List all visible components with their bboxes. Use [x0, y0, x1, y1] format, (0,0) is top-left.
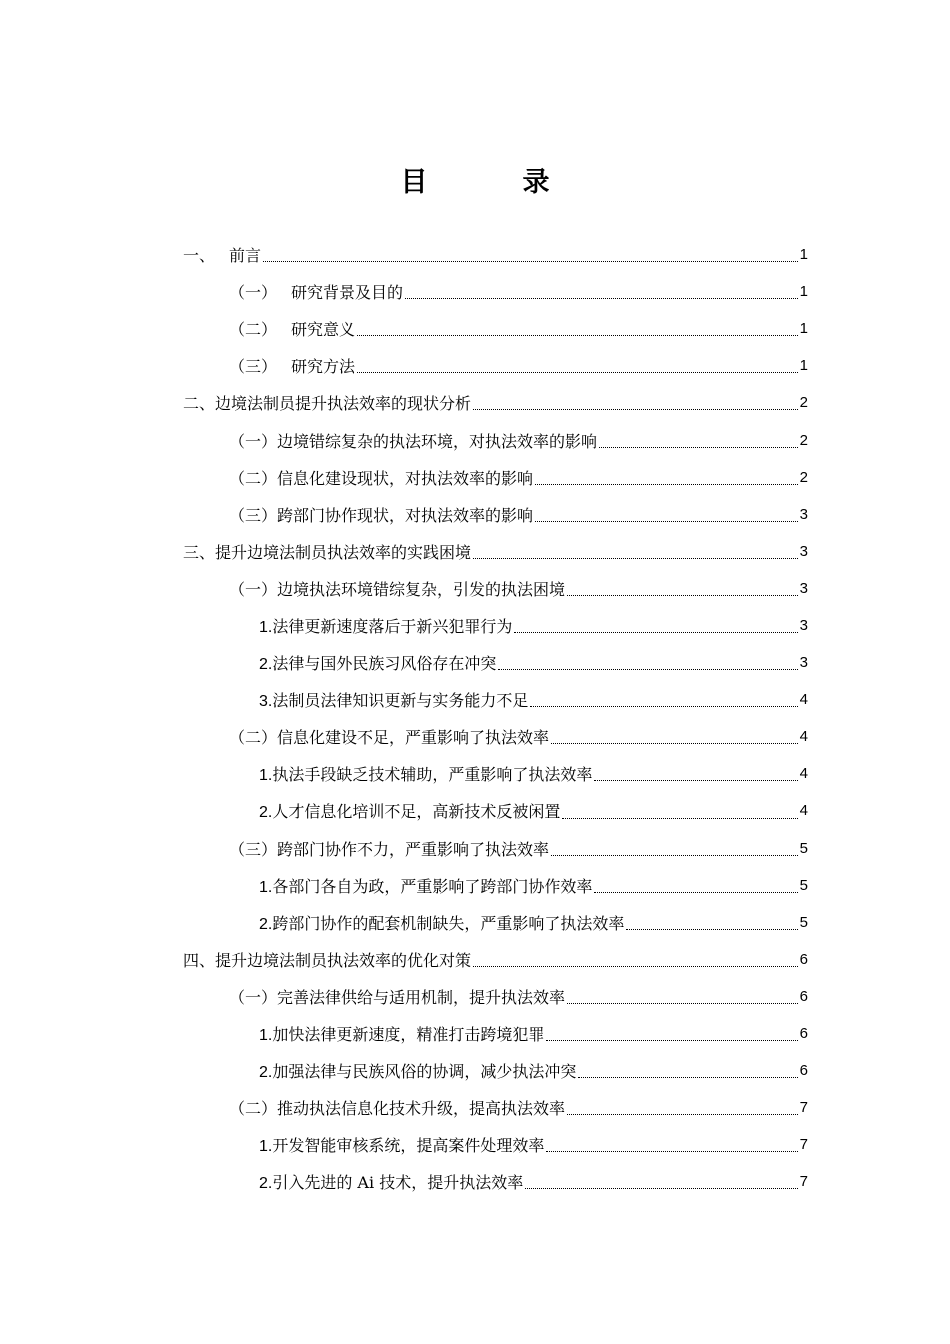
toc-leader-dots [578, 1077, 797, 1078]
toc-entry[interactable] [183, 273, 808, 310]
toc-entry[interactable] [183, 570, 808, 607]
toc-leader-dots [535, 484, 798, 485]
toc-entry-text: 研究意义 [291, 320, 356, 340]
toc-entry-text: 法制员法律知识更新与实务能力不足 [272, 691, 529, 711]
toc-entry-number: 1. [259, 878, 273, 896]
toc-leader-dots [567, 1114, 798, 1115]
toc-entry-text: 推动执法信息化技术升级，提高执法效率 [277, 1099, 566, 1119]
toc-page-number: 3 [799, 579, 808, 597]
toc-entry-label [259, 688, 528, 711]
toc-entry[interactable] [183, 867, 808, 904]
toc-entry-label [229, 466, 533, 489]
table-of-contents [183, 236, 808, 1200]
toc-entry-text: 边境错综复杂的执法环境，对执法效率的影响 [277, 431, 598, 451]
toc-entry-text: 执法手段缺乏技术辅助，严重影响了执法效率 [272, 765, 593, 785]
toc-entry-number: （三） [229, 505, 278, 525]
toc-entry[interactable] [183, 978, 808, 1015]
toc-page-number: 7 [799, 1099, 808, 1117]
toc-entry-text: 提升边境法制员执法效率的优化对策 [215, 950, 472, 970]
toc-leader-dots [357, 372, 798, 373]
toc-entry-text: 边境执法环境错综复杂，引发的执法困境 [277, 579, 566, 599]
toc-leader-dots [498, 669, 797, 670]
toc-page-number: 1 [799, 357, 808, 375]
toc-entry-text: 法律与国外民族习风俗存在冲突 [272, 654, 497, 674]
toc-page-number: 2 [799, 431, 808, 449]
toc-entry[interactable] [183, 384, 808, 421]
toc-entry-text: 加快法律更新速度，精准打击跨境犯罪 [272, 1025, 545, 1045]
toc-page-number: 5 [799, 839, 808, 857]
toc-entry-number: 2. [259, 915, 273, 933]
toc-entry[interactable] [183, 1089, 808, 1126]
toc-entry[interactable] [183, 347, 808, 384]
toc-entry[interactable] [183, 1126, 808, 1163]
toc-entry-text: 提升边境法制员执法效率的实践困境 [215, 542, 472, 562]
toc-page-number: 1 [799, 246, 808, 264]
toc-entry[interactable] [183, 681, 808, 718]
toc-entry-number: （三） [229, 357, 278, 377]
toc-entry-label [259, 1170, 523, 1193]
toc-leader-dots [473, 966, 798, 967]
toc-entry-text: 边境法制员提升执法效率的现状分析 [215, 394, 472, 414]
toc-entry[interactable] [183, 607, 808, 644]
toc-entry-text: 人才信息化培训不足，高新技术反被闲置 [272, 802, 561, 822]
toc-entry-number: 2. [259, 1064, 273, 1082]
toc-leader-dots [357, 335, 798, 336]
toc-leader-dots [525, 1188, 797, 1189]
toc-page-number: 1 [799, 320, 808, 338]
toc-entry-number: 2. [259, 804, 273, 822]
toc-entry-text: 研究方法 [291, 357, 356, 377]
toc-entry[interactable] [183, 236, 808, 273]
toc-entry-number: 二、 [183, 394, 216, 414]
toc-leader-dots [594, 892, 797, 893]
toc-entry-text: 跨部门协作不力，严重影响了执法效率 [277, 839, 550, 859]
toc-leader-dots [530, 706, 797, 707]
toc-entry[interactable] [183, 1052, 808, 1089]
toc-entry[interactable] [183, 718, 808, 755]
toc-entry-label [259, 651, 496, 674]
toc-leader-dots [562, 818, 797, 819]
toc-entry-label [183, 948, 471, 971]
toc-page-number: 5 [799, 913, 808, 931]
toc-leader-dots [546, 1040, 797, 1041]
toc-entry-label [229, 577, 565, 600]
toc-entry-text: 信息化建设现状，对执法效率的影响 [277, 468, 534, 488]
toc-entry-label [229, 317, 355, 340]
toc-entry-label [259, 874, 592, 897]
toc-entry-text: 研究背景及目的 [291, 283, 404, 303]
toc-entry-label [259, 1022, 544, 1045]
toc-entry-text: 法律更新速度落后于新兴犯罪行为 [272, 616, 513, 636]
toc-page-number: 4 [799, 765, 808, 783]
toc-entry-label [229, 503, 533, 526]
toc-leader-dots [405, 298, 798, 299]
toc-entry-number: （二） [229, 320, 278, 340]
toc-page-number: 4 [799, 802, 808, 820]
toc-entry-label [259, 1059, 576, 1082]
toc-page-number: 7 [799, 1173, 808, 1191]
toc-leader-dots [546, 1151, 797, 1152]
toc-entry-text: 引入先进的 Ai 技术，提升执法效率 [272, 1173, 524, 1193]
toc-entry[interactable] [183, 533, 808, 570]
toc-leader-dots [514, 632, 797, 633]
toc-entry-label [229, 985, 565, 1008]
toc-title: 目 录 [400, 167, 584, 198]
toc-entry-label [183, 540, 471, 563]
toc-entry-number: （二） [229, 468, 278, 488]
toc-entry-text: 前言 [229, 246, 262, 266]
toc-page-number: 4 [799, 728, 808, 746]
toc-leader-dots [263, 261, 798, 262]
toc-page-number: 6 [799, 950, 808, 968]
toc-entry-text: 各部门各自为政，严重影响了跨部门协作效率 [272, 876, 593, 896]
toc-leader-dots [473, 558, 798, 559]
toc-entry-number: 1. [259, 767, 273, 785]
toc-page-number: 4 [799, 691, 808, 709]
toc-leader-dots [535, 521, 798, 522]
toc-leader-dots [551, 743, 798, 744]
toc-leader-dots [594, 780, 797, 781]
toc-entry[interactable] [183, 459, 808, 496]
toc-page-number: 6 [799, 1025, 808, 1043]
toc-leader-dots [473, 409, 798, 410]
toc-entry-number: （二） [229, 728, 278, 748]
toc-entry-text: 开发智能审核系统，提高案件处理效率 [272, 1136, 545, 1156]
toc-entry-text: 加强法律与民族风俗的协调，减少执法冲突 [272, 1062, 577, 1082]
toc-leader-dots [626, 929, 797, 930]
toc-entry[interactable] [183, 1163, 808, 1200]
toc-leader-dots [567, 595, 798, 596]
toc-entry[interactable] [183, 941, 808, 978]
toc-entry-number: 一、 [183, 246, 216, 266]
toc-leader-dots [567, 1003, 798, 1004]
toc-page-number: 1 [799, 283, 808, 301]
toc-entry-text: 信息化建设不足，严重影响了执法效率 [277, 728, 550, 748]
toc-page-number: 3 [799, 616, 808, 634]
toc-entry-label [229, 1096, 565, 1119]
toc-entry-label [229, 837, 549, 860]
toc-entry-text: 完善法律供给与适用机制，提升执法效率 [277, 987, 566, 1007]
toc-page-number: 3 [799, 542, 808, 560]
toc-page-number: 2 [799, 394, 808, 412]
toc-page-number: 6 [799, 987, 808, 1005]
toc-entry-number: 1. [259, 1138, 273, 1156]
toc-entry[interactable] [183, 904, 808, 941]
toc-page-number: 5 [799, 876, 808, 894]
toc-entry[interactable] [183, 755, 808, 792]
toc-entry-label [183, 391, 471, 414]
toc-entry[interactable] [183, 792, 808, 829]
toc-entry[interactable] [183, 496, 808, 533]
toc-entry-label [183, 243, 261, 266]
toc-entry-number: 四、 [183, 950, 216, 970]
toc-entry-label [229, 280, 403, 303]
toc-entry-label [229, 429, 597, 452]
toc-entry[interactable] [183, 310, 808, 347]
toc-entry-label [229, 354, 355, 377]
toc-entry-number: （一） [229, 987, 278, 1007]
toc-entry[interactable] [183, 1015, 808, 1052]
toc-leader-dots [599, 447, 798, 448]
toc-entry-text: 跨部门协作的配套机制缺失，严重影响了执法效率 [272, 913, 625, 933]
toc-entry-number: 2. [259, 1175, 273, 1193]
toc-page-number: 6 [799, 1062, 808, 1080]
toc-entry-number: 3. [259, 693, 273, 711]
toc-entry-label [229, 725, 549, 748]
toc-page-number: 2 [799, 468, 808, 486]
toc-entry-number: （二） [229, 1099, 278, 1119]
toc-entry[interactable] [183, 421, 808, 458]
toc-entry-number: （一） [229, 579, 278, 599]
toc-entry-label [259, 799, 560, 822]
toc-entry-number: 2. [259, 656, 273, 674]
toc-entry-label [259, 614, 512, 637]
toc-page-number: 3 [799, 505, 808, 523]
toc-entry-label [259, 911, 624, 934]
toc-entry-label [259, 1133, 544, 1156]
toc-page-number: 3 [799, 654, 808, 672]
toc-entry-number: 三、 [183, 542, 216, 562]
toc-entry-number: （一） [229, 431, 278, 451]
toc-page-number: 7 [799, 1136, 808, 1154]
toc-entry[interactable] [183, 644, 808, 681]
toc-entry-number: 1. [259, 1027, 273, 1045]
toc-entry-number: （一） [229, 283, 278, 303]
toc-entry[interactable] [183, 830, 808, 867]
toc-entry-label [259, 762, 592, 785]
toc-entry-number: 1. [259, 618, 273, 636]
toc-leader-dots [551, 855, 798, 856]
toc-entry-number: （三） [229, 839, 278, 859]
toc-entry-text: 跨部门协作现状，对执法效率的影响 [277, 505, 534, 525]
